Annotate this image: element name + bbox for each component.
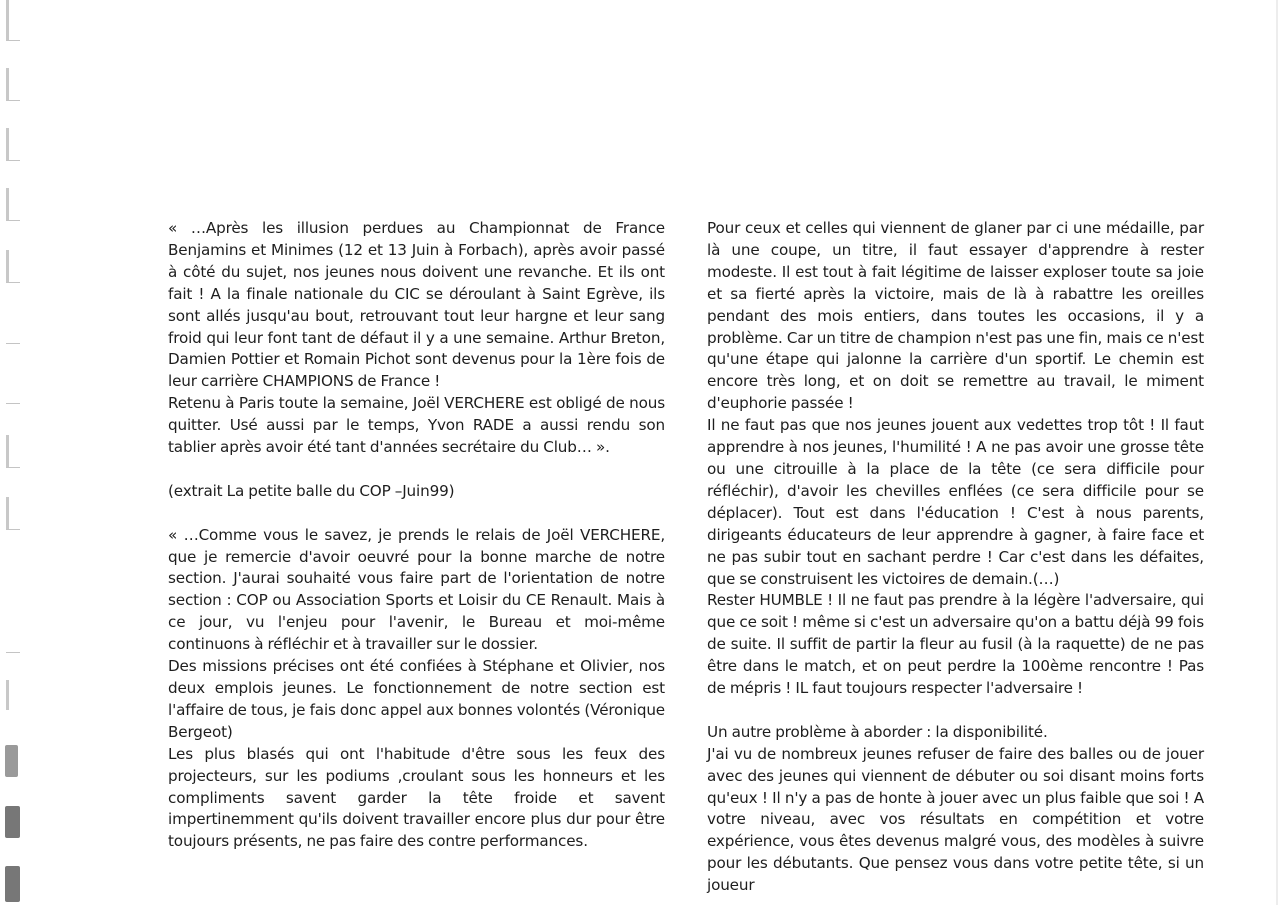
right-column — [707, 218, 1204, 897]
paragraph: Des missions précises ont été confiées à Stéphane et Olivier, nos deux emplois jeunes. Le fonctionnement de notre section est l'affaire de tous, je fais donc appel aux bonnes volontés (Véronique Bergeot) — [168, 657, 665, 741]
paragraph: Retenu à Paris toute la semaine, Joël VERCHERE est obligé de nous quitter. Usé aussi par le temps, Yvon RADE a aussi rendu son tablier après avoir été tant d'années secrétaire du Club… ». — [168, 394, 665, 457]
paragraph: « …Comme vous le savez, je prends le relais de Joël VERCHERE, que je remercie d'avoir oeuvré pour la bonne marche de notre section. J'aurai souhaité vous faire part de l'orientation de notre section : COP ou Association Sports et Loisir du CE Renault. Mais à ce jour, vu l'enjeu pour l'avenir, le Bureau et moi-même continuons à réfléchir et à travailler sur le dossier. — [168, 525, 665, 654]
paragraph: Un autre problème à aborder : la disponibilité. — [707, 722, 1048, 741]
paragraph: Il ne faut pas que nos jeunes jouent aux vedettes trop tôt ! Il faut apprendre à nos jeunes, l'humilité ! A ne pas avoir une grosse tête ou une citrouille à la place de la tête (ce sera difficile pour réfléchir), d'avoir les chevilles enflées (ce sera difficile pour se déplacer). Tout est dans l'éducation ! C'est à nous parents, dirigeants éducateurs de leur apprendre à gagner, à faire face et ne pas subir tout en sachant perdre ! Car c'est dans les défaites, que se construisent les victoires de demain.(…) — [707, 416, 1204, 588]
binding-mark — [6, 680, 9, 710]
binding-mark — [6, 435, 9, 467]
binding-mark — [6, 68, 9, 100]
binding-mark — [6, 529, 20, 530]
paragraph: Rester HUMBLE ! Il ne faut pas prendre à la légère l'adversaire, qui que ce soit ! même si c'est un adversaire qu'on a battu déjà 99 fois de suite. Il suffit de partir la fleur au fusil (à la raquette) de ne pas être dans le match, et on peut perdre la 100ème rencontre ! Pas de mépris ! IL faut toujours respecter l'adversaire ! — [707, 591, 1204, 698]
binding-mark — [6, 220, 20, 221]
paragraph: Pour ceux et celles qui viennent de glaner par ci une médaille, par là une coupe, un titre, il faut essayer d'apprendre à rester modeste. Il est tout à fait légitime de laisser exploser toute sa joie et sa fierté après la victoire, mais de là à rabattre les oreilles pendant des mois entiers, dans toutes les occasions, il y a problème. Car un titre de champion n'est pas une fin, mais ce n'est qu'une étape qui jalonne la carrière d'un sportif. Le chemin est encore très long, et on doit se remettre au travail, le miment d'euphorie passée ! — [707, 219, 1204, 413]
binding-mark — [6, 40, 20, 41]
paragraph: « …Après les illusion perdues au Championnat de France Benjamins et Minimes (12 et 13 Juin à Forbach), après avoir passé à côté du sujet, nos jeunes nous doivent une revanche. Et ils ont fait ! A la finale nationale du CIC se déroulant à Saint Egrève, ils sont allés jusqu'au bout, retrouvant tout leur hargne et leur sang froid qui leur font tant de défaut il y a une semaine. Arthur Breton, Damien Pottier et Romain Pichot sont devenus pour la 1ère fois de leur carrière CHAMPIONS de France ! — [168, 219, 665, 391]
binding-mark — [5, 745, 18, 777]
binding-mark — [5, 806, 20, 838]
binding-mark — [6, 0, 9, 40]
source-citation: (extrait La petite balle du COP –Juin99) — [168, 481, 455, 500]
left-column — [168, 218, 665, 853]
binding-mark — [6, 652, 20, 653]
binding-mark — [6, 188, 9, 220]
binding-mark — [6, 403, 20, 404]
binding-mark — [6, 250, 9, 282]
binding-mark — [5, 866, 20, 902]
binding-mark — [6, 467, 20, 468]
binding-mark — [6, 160, 20, 161]
binding-mark — [6, 100, 20, 101]
scan-edge — [1276, 0, 1278, 905]
paragraph: Les plus blasés qui ont l'habitude d'être sous les feux des projecteurs, sur les podiums ,croulant sous les honneurs et les compliments savent garder la tête froide et savent impertinemment qu'ils doivent travailler encore plus dur pour être toujours présents, ne pas faire des contre performances. — [168, 744, 665, 851]
binding-mark — [6, 282, 20, 283]
binding-mark — [6, 497, 9, 529]
paragraph: J'ai vu de nombreux jeunes refuser de faire des balles ou de jouer avec des jeunes qui viennent de débuter ou soi disant moins forts qu'eux ! Il n'y a pas de honte à jouer avec un plus faible que soi ! A votre niveau, avec vos résultats en compétition et votre expérience, vous êtes devenus malgré vous, des modèles à suivre pour les débutants. Que pensez vous dans votre petite tête, si un joueur — [707, 744, 1204, 895]
binding-mark — [6, 343, 20, 344]
binding-mark — [6, 128, 9, 160]
